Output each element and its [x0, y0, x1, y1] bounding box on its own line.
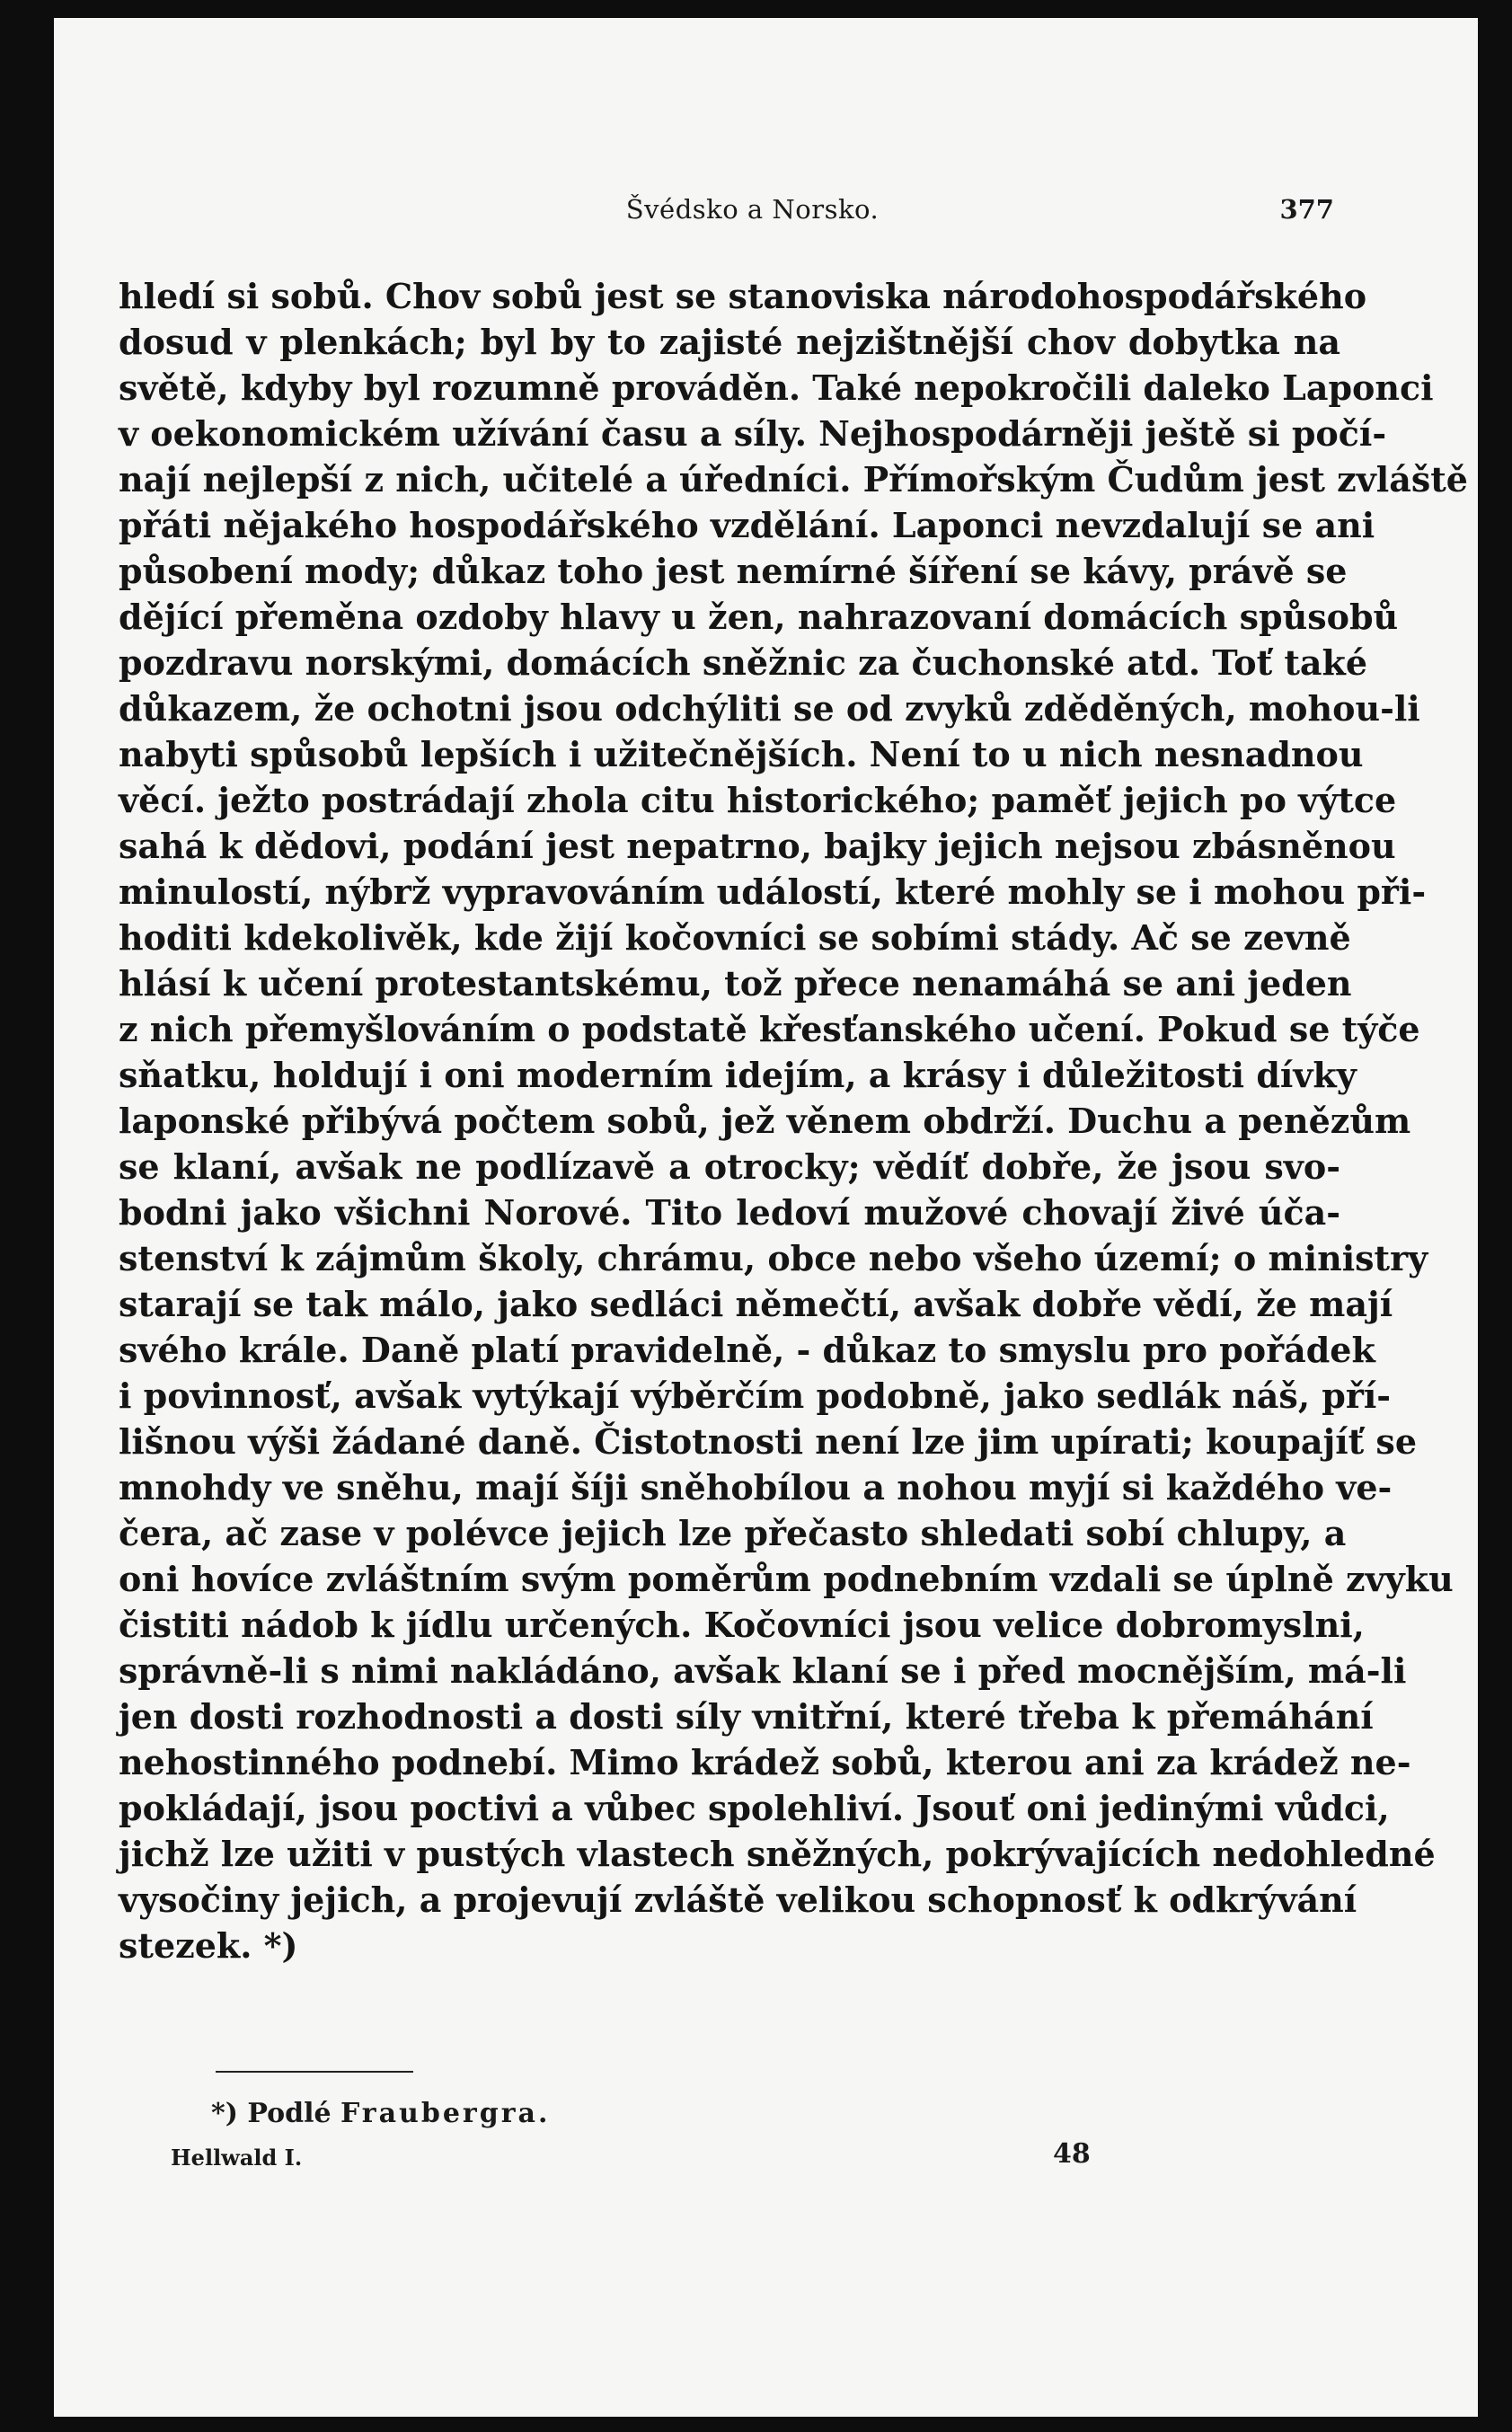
text-line: působení mody; důkaz toho jest nemírné šíření se kávy, právě se [119, 551, 1348, 591]
text-line: nabyti spůsobů lepších i užitečnějších. Není to u nich nesnadnou [119, 734, 1364, 774]
text-line: stezek. *) [119, 1925, 298, 1966]
footnote-source-name: Fraubergra. [340, 2098, 551, 2129]
text-line: důkazem, že ochotni jsou odchýliti se od zvyků zděděných, mohou-li [119, 688, 1420, 729]
text-line: jichž lze užiti v pustých vlastech sněžných, pokrývajících nedohledné [119, 1834, 1436, 1874]
text-line: nehostinného podnebí. Mimo krádež sobů, kterou ani za krádež ne- [119, 1742, 1411, 1782]
text-line: jen dosti rozhodnosti a dosti síly vnitřní, které třeba k přemáhání [119, 1696, 1374, 1737]
text-line: sňatku, holdují i oni moderním idejím, a krásy i důležitosti dívky [119, 1055, 1357, 1095]
text-line: hledí si sobů. Chov sobů jest se stanoviska národohospodářského [119, 276, 1367, 316]
footnote-rule [216, 2071, 413, 2073]
text-line: stenství k zájmům školy, chrámu, obce nebo všeho území; o ministry [119, 1238, 1428, 1278]
text-line: dějící přeměna ozdoby hlavy u žen, nahrazovaní domácích spůsobů [119, 597, 1399, 637]
text-line: mnohdy ve sněhu, mají šíji sněhobílou a nohou myjí si každého ve- [119, 1467, 1393, 1508]
text-line: dosud v plenkách; byl by to zajisté nejzištnější chov dobytka na [119, 322, 1340, 362]
footnote-prefix: Podlé [247, 2098, 332, 2129]
footnote [211, 2098, 550, 2129]
text-line: sahá k dědovi, podání jest nepatrno, bajky jejich nejsou zbásněnou [119, 826, 1396, 866]
text-line: bodni jako všichni Norové. Tito ledoví mužové chovají živé úča- [119, 1192, 1340, 1233]
text-line: světě, kdyby byl rozumně prováděn. Také nepokročili daleko Laponci [119, 367, 1434, 408]
text-line: přáti nějakého hospodářského vzdělání. Laponci nevzdalují se ani [119, 505, 1375, 545]
text-line: hoditi kdekolivěk, kde žijí kočovníci se sobími stády. Ač se zevně [119, 917, 1351, 958]
page-number: 377 [1279, 194, 1334, 225]
text-line: správně-li s nimi nakládáno, avšak klaní se i před mocnějším, má-li [119, 1650, 1407, 1691]
text-line: svého krále. Daně platí pravidelně, - důkaz to smyslu pro pořádek [119, 1330, 1375, 1370]
text-line: nají nejlepší z nich, učitelé a úředníci. Přímořským Čudům jest zvláště [119, 459, 1468, 500]
text-line: minulostí, nýbrž vypravováním událostí, které mohly se i mohou při- [119, 871, 1427, 912]
text-line: oni hovíce zvláštním svým poměrům podnebním vzdali se úplně zvyku [119, 1559, 1454, 1599]
text-line: lišnou výši žádané daně. Čistotnosti není lze jim upírati; koupajíť se [119, 1421, 1418, 1462]
running-title: Švédsko a Norsko. [625, 194, 880, 225]
text-line: vysočiny jejich, a projevují zvláště velikou schopnosť k odkrývání [119, 1879, 1357, 1920]
text-line: pozdravu norskými, domácích sněžnic za čuchonské atd. Toť také [119, 642, 1368, 683]
body-text [119, 273, 1468, 1968]
text-line: i povinnosť, avšak vytýkají výběrčím podobně, jako sedlák náš, pří- [119, 1375, 1392, 1416]
footnote-marker: *) [211, 2098, 238, 2129]
text-line: čera, ač zase v polévce jejich lze přečasto shledati sobí chlupy, a [119, 1513, 1347, 1553]
text-line: čistiti nádob k jídlu určených. Kočovníci jsou velice dobromyslni, [119, 1605, 1365, 1645]
text-line: z nich přemyšlováním o podstatě křesťanského učení. Pokud se týče [119, 1009, 1420, 1049]
text-line: pokládají, jsou poctivi a vůbec spolehliví. Jsouť oni jedinými vůdci, [119, 1788, 1390, 1828]
running-header [171, 180, 1334, 252]
text-line: v oekonomickém užívání času a síly. Nejhospodárněji ještě si počí- [119, 413, 1387, 454]
sheet-number: 48 [1053, 2138, 1091, 2170]
printer-signature: Hellwald I. [171, 2145, 303, 2171]
text-line: starají se tak málo, jako sedláci němečtí, avšak dobře vědí, že mají [119, 1284, 1393, 1324]
book-page [54, 18, 1478, 2417]
text-line: se klaní, avšak ne podlízavě a otrocky; vědíť dobře, že jsou svo- [119, 1146, 1340, 1187]
text-line: hlásí k učení protestantskému, tož přece nenamáhá se ani jeden [119, 963, 1352, 1004]
text-line: laponské přibývá počtem sobů, jež věnem obdrží. Duchu a penězům [119, 1101, 1411, 1141]
text-line: věcí. ježto postrádají zhola citu historického; paměť jejich po výtce [119, 780, 1397, 820]
